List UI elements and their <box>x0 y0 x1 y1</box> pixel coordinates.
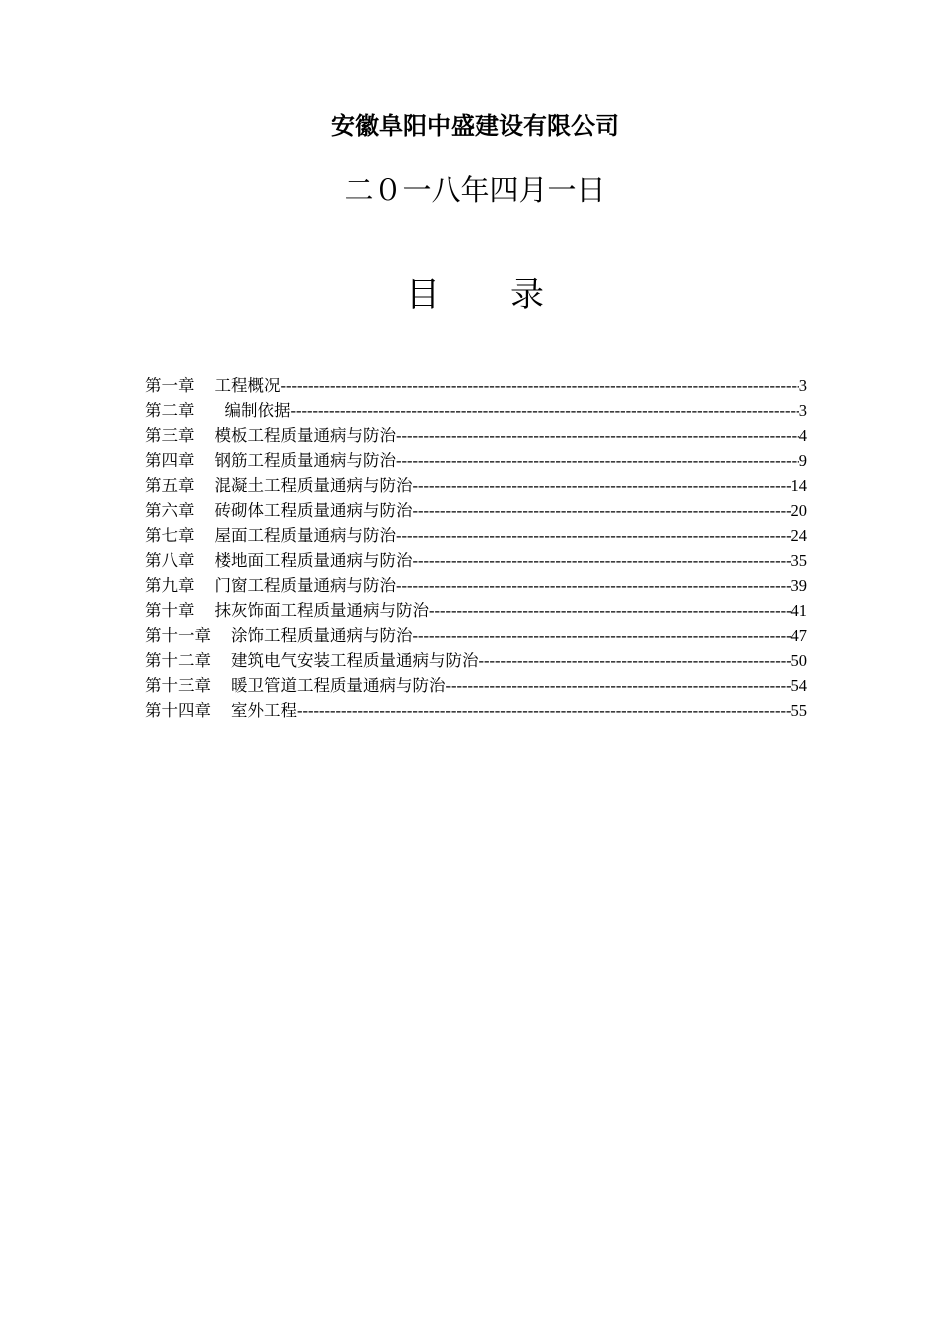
toc-entry[interactable] <box>145 448 807 473</box>
toc-entry[interactable] <box>145 598 807 623</box>
toc-entry[interactable] <box>145 373 807 398</box>
toc-title: 楼地面工程质量通病与防治 <box>214 551 413 570</box>
toc-title: 屋面工程质量通病与防治 <box>214 526 396 545</box>
toc-entry[interactable] <box>145 423 807 448</box>
toc-page: 54 <box>790 676 807 695</box>
company-name: 安徽阜阳中盛建设有限公司 <box>331 112 619 140</box>
toc-chapter: 第二章 <box>145 401 195 420</box>
toc-title: 模板工程质量通病与防治 <box>214 426 396 445</box>
toc-leader <box>479 648 791 673</box>
toc-page: 20 <box>790 501 807 520</box>
toc-heading-left: 目 <box>406 275 440 315</box>
toc-leader <box>413 548 791 573</box>
toc-entry[interactable] <box>145 623 807 648</box>
toc-page: 47 <box>790 626 807 645</box>
toc-entry[interactable] <box>145 498 807 523</box>
toc-leader <box>396 523 791 548</box>
toc-page: 14 <box>790 476 807 495</box>
table-of-contents <box>145 373 807 723</box>
toc-title: 门窗工程质量通病与防治 <box>214 576 396 595</box>
toc-entry[interactable] <box>145 523 807 548</box>
toc-leader <box>413 498 791 523</box>
toc-chapter: 第十四章 <box>145 701 211 720</box>
toc-title: 抹灰饰面工程质量通病与防治 <box>214 601 429 620</box>
toc-leader <box>281 373 799 398</box>
toc-title: 暖卫管道工程质量通病与防治 <box>231 676 446 695</box>
toc-page: 55 <box>790 701 807 720</box>
toc-entry[interactable] <box>145 648 807 673</box>
toc-leader <box>396 448 799 473</box>
toc-leader <box>429 598 791 623</box>
toc-chapter: 第六章 <box>145 501 195 520</box>
toc-chapter: 第五章 <box>145 476 195 495</box>
toc-page: 24 <box>790 526 807 545</box>
toc-leader <box>446 673 791 698</box>
toc-page: 39 <box>790 576 807 595</box>
toc-title: 钢筋工程质量通病与防治 <box>214 451 396 470</box>
toc-heading <box>0 272 950 318</box>
toc-chapter: 第八章 <box>145 551 195 570</box>
toc-chapter: 第十二章 <box>145 651 211 670</box>
toc-entry[interactable] <box>145 398 807 423</box>
toc-entry[interactable] <box>145 698 807 723</box>
toc-chapter: 第四章 <box>145 451 195 470</box>
toc-title: 混凝土工程质量通病与防治 <box>214 476 413 495</box>
toc-chapter: 第十三章 <box>145 676 211 695</box>
toc-page: 3 <box>798 401 807 420</box>
toc-entry[interactable] <box>145 673 807 698</box>
toc-page: 35 <box>790 551 807 570</box>
toc-chapter: 第十章 <box>145 601 195 620</box>
toc-title: 砖砌体工程质量通病与防治 <box>214 501 413 520</box>
toc-entry[interactable] <box>145 473 807 498</box>
toc-entry[interactable] <box>145 573 807 598</box>
toc-title: 涂饰工程质量通病与防治 <box>231 626 413 645</box>
toc-page: 50 <box>790 651 807 670</box>
toc-chapter: 第七章 <box>145 526 195 545</box>
toc-heading-right: 录 <box>510 275 544 315</box>
toc-title: 编制依据 <box>224 401 291 420</box>
document-date: 二０一八年四月一日 <box>344 173 606 207</box>
toc-chapter: 第十一章 <box>145 626 211 645</box>
toc-leader <box>291 398 799 423</box>
toc-page: 3 <box>798 376 807 395</box>
toc-leader <box>396 573 791 598</box>
toc-leader <box>396 423 799 448</box>
toc-entry[interactable] <box>145 548 807 573</box>
toc-chapter: 第三章 <box>145 426 195 445</box>
toc-chapter: 第九章 <box>145 576 195 595</box>
toc-leader <box>297 698 791 723</box>
toc-leader <box>413 473 791 498</box>
toc-page: 41 <box>790 601 807 620</box>
toc-title: 工程概况 <box>214 376 281 395</box>
toc-page: 4 <box>798 426 807 445</box>
toc-leader <box>413 623 791 648</box>
toc-page: 9 <box>798 451 807 470</box>
toc-chapter: 第一章 <box>145 376 195 395</box>
toc-title: 建筑电气安装工程质量通病与防治 <box>231 651 479 670</box>
toc-title: 室外工程 <box>231 701 297 720</box>
